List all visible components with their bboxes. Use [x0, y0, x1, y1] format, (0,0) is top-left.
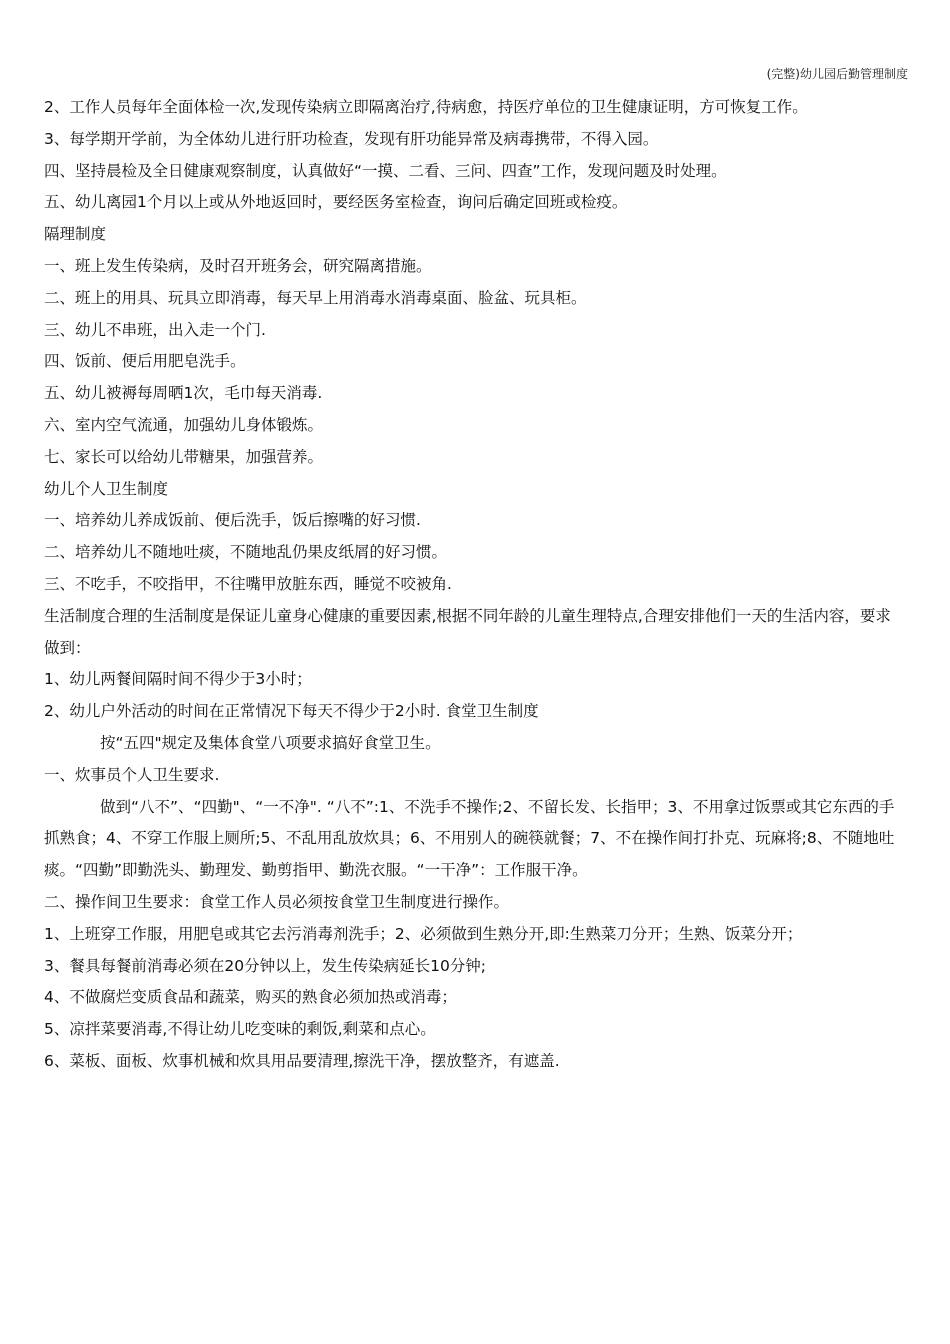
paragraph-kitchen-4: 4、不做腐烂变质食品和蔬菜，购买的熟食必须加热或消毒；	[44, 988, 457, 1007]
paragraph-isolation-1: 一、班上发生传染病，及时召开班务会，研究隔离措施。	[44, 256, 432, 275]
paragraph-eight-nots: 做到“八不”、“四勤"、“一不净". “八不”:1、不洗手不操作;2、不留长发、长指甲；3、不用拿过饭票或其它东西的手抓熟食；4、不穿工作服上厕所;5、不乱用乱放炊具；6、不用别人的碗筷就餐；7、不在操作间打扑克、玩麻将;8、不随地吐痰。“四勤”即勤洗头、勤理发、勤剪指甲、勤洗衣服。“一干净”：工作服干净。	[44, 797, 895, 880]
section-heading-cook-hygiene: 一、炊事员个人卫生要求.	[44, 765, 220, 784]
paragraph-canteen-rule: 按“五四"规定及集体食堂八项要求搞好食堂卫生。	[100, 733, 441, 752]
section-heading-isolation: 隔理制度	[44, 225, 107, 244]
paragraph-kitchen-5: 5、凉拌菜要消毒,不得让幼儿吃变味的剩饭,剩菜和点心。	[44, 1020, 436, 1039]
section-heading-kitchen-hygiene: 二、操作间卫生要求：食堂工作人员必须按食堂卫生制度进行操作。	[44, 892, 510, 911]
paragraph-kitchen-1: 1、上班穿工作服，用肥皂或其它去污消毒剂洗手；2、必须做到生熟分开,即:生熟菜刀分开；生熟、饭菜分开；	[44, 924, 803, 943]
document-body	[44, 92, 902, 1078]
paragraph-isolation-3: 三、幼儿不串班，出入走一个门.	[44, 320, 266, 339]
paragraph-return-check: 五、幼儿离园1个月以上或从外地返回时，要经医务室检查，询问后确定回班或检疫。	[44, 193, 628, 212]
paragraph-liver-check: 3、每学期开学前，为全体幼儿进行肝功检查，发现有肝功能异常及病毒携带，不得入园。	[44, 129, 659, 148]
paragraph-daily-schedule: 生活制度合理的生活制度是保证儿童身心健康的重要因素,根据不同年龄的儿童生理特点,合理安排他们一天的生活内容，要求做到：	[44, 606, 891, 657]
paragraph-isolation-2: 二、班上的用具、玩具立即消毒，每天早上用消毒水消毒桌面、脸盆、玩具柜。	[44, 288, 587, 307]
paragraph-meal-interval: 1、幼儿两餐间隔时间不得少于3小时；	[44, 670, 312, 689]
paragraph-isolation-6: 六、室内空气流通，加强幼儿身体锻炼。	[44, 415, 324, 434]
running-header: (完整)幼儿园后勤管理制度	[766, 67, 908, 81]
paragraph-isolation-7: 七、家长可以给幼儿带糖果，加强营养。	[44, 447, 324, 466]
paragraph-health-checkup: 2、工作人员每年全面体检一次,发现传染病立即隔离治疗,待病愈，持医疗单位的卫生健康证明，方可恢复工作。	[44, 98, 808, 116]
paragraph-morning-check: 四、坚持晨检及全日健康观察制度，认真做好“一摸、二看、三问、四查”工作，发现问题及时处理。	[44, 161, 727, 180]
paragraph-hygiene-1: 一、培养幼儿养成饭前、便后洗手，饭后擦嘴的好习惯.	[44, 511, 421, 530]
paragraph-outdoor-time: 2、幼儿户外活动的时间在正常情况下每天不得少于2小时. 食堂卫生制度	[44, 702, 539, 721]
paragraph-hygiene-2: 二、培养幼儿不随地吐痰，不随地乱仍果皮纸屑的好习惯。	[44, 543, 448, 562]
paragraph-hygiene-3: 三、不吃手，不咬指甲，不往嘴甲放脏东西，睡觉不咬被角.	[44, 574, 452, 593]
paragraph-isolation-5: 五、幼儿被褥每周晒1次，毛巾每天消毒.	[44, 384, 323, 403]
paragraph-kitchen-3: 3、餐具每餐前消毒必须在20分钟以上，发生传染病延长10分钟;	[44, 956, 487, 975]
paragraph-kitchen-6: 6、菜板、面板、炊事机械和炊具用品要清理,擦洗干净，摆放整齐，有遮盖.	[44, 1051, 560, 1070]
paragraph-isolation-4: 四、饭前、便后用肥皂洗手。	[44, 352, 246, 371]
section-heading-personal-hygiene: 幼儿个人卫生制度	[44, 479, 169, 498]
